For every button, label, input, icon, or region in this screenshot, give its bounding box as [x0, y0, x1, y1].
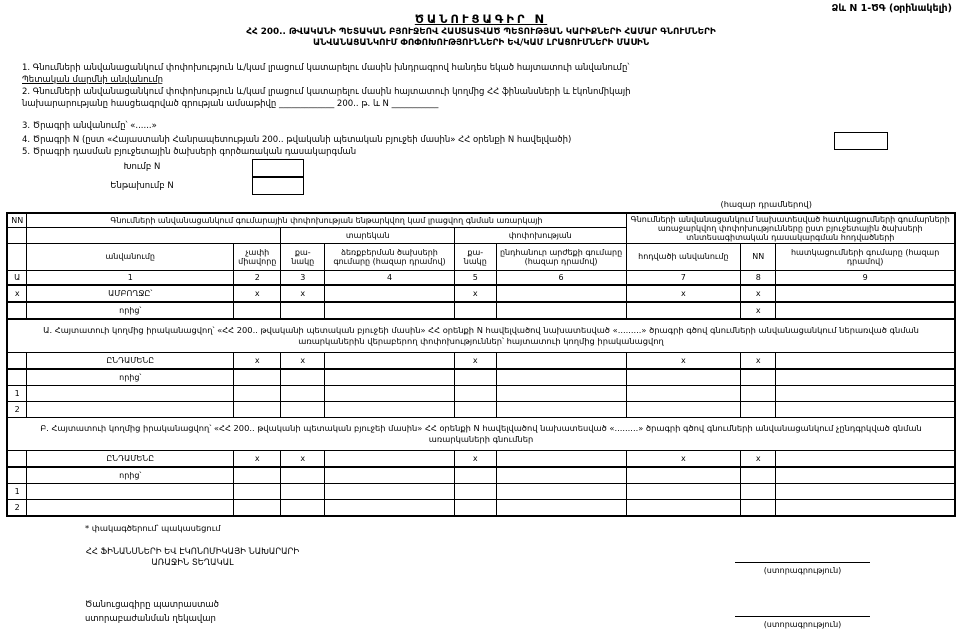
table-cell	[281, 386, 325, 402]
table-cell	[626, 386, 741, 402]
table-header	[7, 213, 955, 285]
table-cell	[234, 484, 281, 500]
table-cell: x	[741, 451, 776, 468]
table-cell	[454, 386, 496, 402]
table-cell	[325, 467, 455, 484]
table-cell	[325, 302, 455, 319]
index-cell: Ա	[7, 271, 27, 286]
table-cell: x	[741, 302, 776, 319]
col-nn2: NN	[741, 244, 776, 271]
table-cell: x	[626, 451, 741, 468]
table-cell	[7, 467, 27, 484]
table-cell	[27, 402, 234, 418]
table-cell	[776, 285, 955, 302]
table-cell	[741, 386, 776, 402]
table-cell	[7, 353, 27, 370]
table-cell	[325, 484, 455, 500]
table-cell	[626, 500, 741, 517]
item-2-label-line2[interactable]: նախարարությանը հասցեագրված գրության ամսաթիվը _____________ 200.. թ. և N ___________	[22, 99, 439, 109]
header-annual: տարեկան	[281, 228, 454, 244]
group-n-label: Խումբ N	[123, 162, 161, 172]
prepared-line-1: Ծանուցագիրը պատրաստած	[85, 600, 219, 610]
table-cell	[454, 484, 496, 500]
table-cell	[496, 484, 626, 500]
table-cell	[776, 369, 955, 386]
index-cell: 4	[325, 271, 455, 286]
table-cell	[281, 369, 325, 386]
table-cell: 2	[7, 500, 27, 517]
header-empty-cell	[7, 228, 27, 244]
table-cell	[776, 302, 955, 319]
subgroup-row	[62, 178, 954, 195]
index-cell: 7	[626, 271, 741, 286]
table-cell	[281, 484, 325, 500]
table-cell	[7, 369, 27, 386]
table-cell: որից՝	[27, 302, 234, 319]
table-row	[7, 285, 955, 302]
table-cell	[496, 285, 626, 302]
header-row-3	[7, 244, 955, 271]
form-reference-label: Ձև N 1-ԾԳ (օրինակելի)	[831, 3, 952, 14]
section-b-header-row	[7, 418, 955, 451]
table-cell	[454, 500, 496, 517]
table-cell	[281, 402, 325, 418]
table-cell	[776, 500, 955, 517]
program-number-box[interactable]	[834, 132, 888, 150]
table-cell	[776, 353, 955, 370]
table-cell	[7, 451, 27, 468]
table-top-rows	[7, 285, 955, 319]
section-a-title: Ա. Հայտատուի կողմից իրականացվող՝ «ՀՀ 200.. թվականի պետական բյուջեի մասին» ՀՀ օրենքի N հավելվածով նախատեսված «.........» ծրագրի գծով գնումների անվանացանկում ներառված գնման առարկաներին վերաբերող փոփոխություններ՝ հայտատուի կողմից իրականացվող	[7, 319, 955, 353]
col-total-value: ընդհանուր արժեքի գումարը (հազար դրամով)	[496, 244, 626, 271]
table-row	[7, 451, 955, 468]
index-cell: 2	[234, 271, 281, 286]
signature-line[interactable]	[735, 607, 870, 617]
table-cell	[325, 451, 455, 468]
table-cell	[776, 386, 955, 402]
prepared-signature-row	[0, 598, 962, 631]
col-allocation-amount: հատկացումների գումարը (հազար դրամով)	[776, 244, 955, 271]
header-right-span: Գնումների անվանացանկում նախատեսված հատկացումների գումարների առաջարկվող փոփոխությունները ըստ բյուջետային ծախսերի տնտեսագիտական դասակարգման հոդվածների	[626, 213, 955, 244]
table-cell	[27, 484, 234, 500]
section-a-header-row	[7, 319, 955, 353]
subtitle-line-2: ԱՆՎԱՆԱՑԱՆԿՈՒՄ ՓՈՓՈԽՈՒԹՅՈՒՆՆԵՐԻ ԵՎ/ԿԱՄ ԼՐԱՑՈՒՄՆԵՐԻ ՄԱՍԻՆ	[312, 38, 650, 48]
item-1-label: 1. Գնումների անվանացանկում փոփոխություն և/կամ լրացում կատարելու մասին խնդրագրով հանդես եկած հայտատուի անվանումը՝	[22, 63, 630, 73]
table-cell: x	[454, 285, 496, 302]
table-row	[7, 402, 955, 418]
table-cell	[496, 402, 626, 418]
group-number-box[interactable]	[252, 159, 304, 177]
footnote: * փակագծերում՝ պակասեցում	[85, 523, 221, 533]
table-cell	[776, 484, 955, 500]
table-row	[7, 484, 955, 500]
index-cell: 9	[776, 271, 955, 286]
table-cell	[454, 402, 496, 418]
header-nn: NN	[7, 213, 27, 228]
table-cell: x	[234, 353, 281, 370]
section-a-rows	[7, 353, 955, 418]
table-cell	[234, 302, 281, 319]
table-cell: որից՝	[27, 369, 234, 386]
subtitle-line-1: ՀՀ 200.. ԹՎԱԿԱՆԻ ՊԵՏԱԿԱՆ ԲՅՈՒՋԵՈՎ ՀԱՍՏԱՏՎԱԾ ՊԵՏՈՒԹՅԱՆ ԿԱՐԻՔՆԵՐԻ ՀԱՄԱՐ ԳՆՈՒՄՆԵՐԻ	[246, 27, 716, 37]
changes-table	[6, 212, 956, 517]
index-cell: 8	[741, 271, 776, 286]
table-cell	[496, 500, 626, 517]
table-cell	[281, 500, 325, 517]
table-cell	[496, 451, 626, 468]
prepared-title-block	[85, 598, 300, 631]
table-cell	[626, 369, 741, 386]
header-left-span: Գնումների անվանացանկում գումարային փոփոխության ենթարկվող կամ լրացվող գնման առարկայի	[27, 213, 626, 228]
table-cell: x	[281, 451, 325, 468]
table-cell: ԸՆԴԱՄԵՆԸ	[27, 451, 234, 468]
minister-line-2: ԱՌԱՋԻՆ ՏԵՂԱԿԱԼ	[151, 557, 234, 567]
table-cell	[626, 467, 741, 484]
table-cell	[626, 302, 741, 319]
table-cell: x	[454, 451, 496, 468]
numbered-items	[22, 62, 954, 195]
units-note: (հազար դրամներով)	[720, 199, 812, 209]
table-cell	[496, 302, 626, 319]
form-subtitle	[0, 27, 962, 49]
table-cell	[741, 484, 776, 500]
table-cell	[325, 285, 455, 302]
table-cell: x	[281, 353, 325, 370]
table-row	[7, 369, 955, 386]
table-cell	[234, 369, 281, 386]
table-cell: 1	[7, 484, 27, 500]
item-4-label: 4. Ծրագրի N (ըստ «Հայաստանի Հանրապետության 200.. թվականի պետական բյուջեի մասին» ՀՀ օրենքի N հավելվածի)	[22, 135, 572, 145]
table-row	[7, 302, 955, 319]
table-row	[7, 386, 955, 402]
minister-signature-block	[735, 553, 870, 577]
table-cell	[776, 402, 955, 418]
section-b-rows	[7, 451, 955, 517]
minister-signature-row	[0, 546, 962, 577]
table-cell: x	[454, 353, 496, 370]
table-cell: 1	[7, 386, 27, 402]
col-unit: չափի միավորը	[234, 244, 281, 271]
table-cell	[454, 467, 496, 484]
table-cell	[626, 484, 741, 500]
table-cell: x	[626, 285, 741, 302]
table-cell	[626, 402, 741, 418]
table-cell: 2	[7, 402, 27, 418]
table-cell	[741, 402, 776, 418]
page-title: ԾԱՆՈՒՑԱԳԻՐ N	[414, 12, 548, 26]
section-b-title: Բ. Հայտատուի կողմից իրականացվող՝ «ՀՀ 200.. թվականի պետական բյուջեի մասին» ՀՀ օրենքի N հավելվածով նախատեսված «.........» ծրագրի գծով գնումների անվանացանկում չընդգրկված գնման առարկաների գնումներ	[7, 418, 955, 451]
table-cell	[281, 467, 325, 484]
table-cell	[496, 353, 626, 370]
table-cell	[325, 500, 455, 517]
minister-title-block	[85, 546, 300, 577]
table-cell	[454, 302, 496, 319]
table-row	[7, 353, 955, 370]
table-cell	[496, 369, 626, 386]
subgroup-n-label: Ենթախումբ N	[110, 181, 174, 191]
section-a-band	[7, 319, 955, 353]
table-cell	[234, 467, 281, 484]
column-index-row	[7, 271, 955, 286]
section-b-band	[7, 418, 955, 451]
table-cell: x	[626, 353, 741, 370]
table-cell	[7, 302, 27, 319]
table-cell: x	[7, 285, 27, 302]
table-cell	[741, 369, 776, 386]
item-2-label-line1: 2. Գնումների անվանացանկում փոփոխություն և/կամ լրացում կատարելու մասին հայտատուի կողմից ՀՀ ֆինանսների և էկոնոմիկայի	[22, 87, 631, 97]
item-5-label: 5. Ծրագրի դասման բյուջետային ծախսերի գործառական դասակարգման	[22, 147, 357, 157]
col-quantity-change: քա-նակը	[454, 244, 496, 271]
table-cell	[27, 500, 234, 517]
col-article-name: հոդվածի անվանումը	[626, 244, 741, 271]
table-cell	[454, 369, 496, 386]
table-cell: x	[281, 285, 325, 302]
col-acquisition-cost: ձեռքբերման ծախսերի գումարը (հազար դրամով)	[325, 244, 455, 271]
table-cell	[741, 500, 776, 517]
table-cell	[325, 369, 455, 386]
table-cell	[496, 386, 626, 402]
table-cell	[776, 451, 955, 468]
header-row-1	[7, 213, 955, 228]
table-cell: x	[234, 451, 281, 468]
prepared-line-2: ստորաբաժանման ղեկավար	[85, 614, 216, 624]
signature-caption: (ստորագրություն)	[763, 566, 842, 575]
item-1-state-body-label: Պետական մարմնի անվանումը	[22, 75, 163, 85]
item-4-row	[22, 134, 954, 146]
header-change: փոփոխության	[454, 228, 626, 244]
item-3-label: 3. Ծրագրի անվանումը՝ «......»	[22, 121, 157, 131]
index-cell: 5	[454, 271, 496, 286]
table-cell	[741, 467, 776, 484]
table-row	[7, 467, 955, 484]
col-name: անվանումը	[27, 244, 234, 271]
table-cell	[496, 467, 626, 484]
minister-line-1: ՀՀ ՖԻՆԱՆՍՆԵՐԻ ԵՎ ԷԿՈՆՈՄԻԿԱՅԻ ՆԱԽԱՐԱՐԻ	[85, 546, 300, 556]
table-cell: x	[741, 285, 776, 302]
index-cell: 3	[281, 271, 325, 286]
table-cell: x	[741, 353, 776, 370]
table-cell: ԱՄԲՈՂՋԸ՝	[27, 285, 234, 302]
table-cell: որից՝	[27, 467, 234, 484]
index-cell: 1	[27, 271, 234, 286]
subgroup-number-box[interactable]	[252, 177, 304, 195]
table-cell	[27, 386, 234, 402]
table-row	[7, 500, 955, 517]
col-quantity-annual: քա-նակը	[281, 244, 325, 271]
table-cell	[234, 500, 281, 517]
table-cell	[325, 353, 455, 370]
table-cell	[234, 402, 281, 418]
header-empty-cell	[7, 244, 27, 271]
header-empty-cell	[27, 228, 281, 244]
index-cell: 6	[496, 271, 626, 286]
signature-caption: (ստորագրություն)	[763, 620, 842, 629]
table-cell	[325, 386, 455, 402]
table-cell	[325, 402, 455, 418]
table-cell	[776, 467, 955, 484]
table-cell	[234, 386, 281, 402]
prepared-signature-block	[735, 607, 870, 631]
table-cell	[281, 302, 325, 319]
table-cell: ԸՆԴԱՄԵՆԸ	[27, 353, 234, 370]
signature-line[interactable]	[735, 553, 870, 563]
group-row	[62, 159, 954, 177]
table-cell: x	[234, 285, 281, 302]
